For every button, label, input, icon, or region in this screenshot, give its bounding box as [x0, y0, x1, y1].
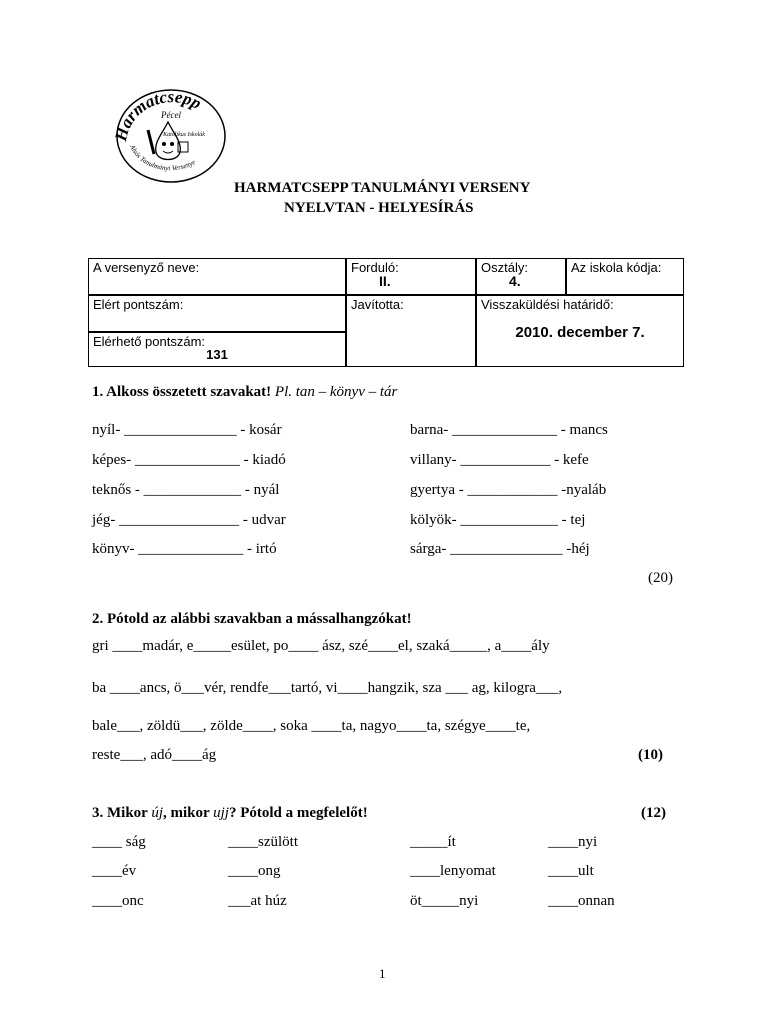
task3-title-part-3: ? Pótold a megfelelőt!: [228, 805, 368, 821]
task1-left-4[interactable]: jég- ________________ - udvar: [92, 512, 286, 528]
task3-title-part-2: , mikor: [162, 805, 214, 821]
deadline-value: 2010. december 7.: [515, 324, 645, 341]
school-code-label: Az iskola kódja:: [571, 260, 662, 275]
task1-right-5[interactable]: sárga- _______________ -héj: [410, 541, 590, 557]
task1-left-5[interactable]: könyv- ______________ - irtó: [92, 541, 277, 557]
task3-item[interactable]: ____onc: [92, 893, 144, 909]
task3-item[interactable]: _____ít: [410, 834, 456, 850]
corrector-label: Javította:: [351, 297, 404, 312]
score-label: Elért pontszám:: [93, 297, 184, 312]
page-title: HARMATCSEPP TANULMÁNYI VERSENY: [234, 180, 531, 196]
task3-title-part-1: 3. Mikor: [92, 805, 152, 821]
max-score-label: Elérhető pontszám:: [93, 334, 206, 349]
task1-title: 1. Alkoss összetett szavakat!: [92, 384, 272, 400]
task1-points: (20): [648, 570, 673, 586]
school-code-cell[interactable]: [566, 258, 684, 295]
task1-right-1[interactable]: barna- ______________ - mancs: [410, 422, 608, 438]
task2-line-3[interactable]: bale___, zöldü___, zölde____, soka ____ta, nagyo____ta, szégye____te,: [92, 718, 531, 734]
task1-right-3[interactable]: gyertya - ____________ -nyaláb: [410, 482, 607, 498]
task3-title-uj: új: [151, 805, 163, 821]
task1-heading: [92, 384, 397, 401]
deadline-cell: [476, 295, 684, 367]
max-score-value: 131: [206, 347, 228, 362]
task3-item[interactable]: ___at húz: [228, 893, 287, 909]
class-value: 4.: [509, 273, 521, 289]
logo-subtitle-1: Katolikus Iskolák: [163, 132, 205, 138]
page-number: 1: [379, 966, 386, 981]
task2-title: 2. Pótold az alábbi szavakban a mássalhangzókat!: [92, 611, 412, 627]
class-cell: [476, 258, 566, 295]
score-cell[interactable]: [88, 295, 346, 332]
task3-item[interactable]: ____nyi: [548, 834, 598, 850]
task1-left-1[interactable]: nyíl- _______________ - kosár: [92, 422, 282, 438]
competition-logo: [112, 84, 230, 184]
svg-text:Alsós Tanulmányi Versenye: [128, 143, 197, 173]
task1-left-2[interactable]: képes- ______________ - kiadó: [92, 452, 286, 468]
task3-points: (12): [641, 805, 666, 821]
task1-example: Pl. tan – könyv – tár: [274, 384, 398, 400]
task2-line-4[interactable]: reste___, adó____ág: [92, 747, 217, 763]
logo-town: Pécel: [161, 110, 181, 120]
task3-title: [92, 805, 368, 822]
task2-points: (10): [638, 747, 663, 763]
name-cell[interactable]: [88, 258, 346, 295]
name-label: A versenyző neve:: [93, 260, 200, 275]
task3-item[interactable]: ____ ság: [92, 834, 146, 850]
task3-item[interactable]: ____ong: [228, 863, 281, 879]
round-label: Forduló:: [351, 260, 399, 275]
task2-line-1[interactable]: gri ____madár, e_____esület, po____ ász, szé____el, szaká_____, a____ály: [92, 638, 550, 654]
corrector-cell[interactable]: [346, 295, 476, 367]
task1-left-3[interactable]: teknős - _____________ - nyál: [92, 482, 280, 498]
max-score-cell: [88, 332, 346, 367]
task1-right-2[interactable]: villany- ____________ - kefe: [410, 452, 589, 468]
task3-item[interactable]: öt_____nyi: [410, 893, 479, 909]
logo-name: Harmatcsepp: [112, 87, 205, 143]
task3-item[interactable]: ____ult: [548, 863, 594, 879]
page-subtitle: NYELVTAN - HELYESÍRÁS: [284, 200, 474, 216]
class-label: Osztály:: [481, 260, 528, 275]
task3-item[interactable]: ____szülött: [228, 834, 298, 850]
task3-item[interactable]: ____lenyomat: [410, 863, 496, 879]
logo-subtitle-2: Alsós Tanulmányi Versenye: [128, 143, 197, 173]
task2-line-2[interactable]: ba ____ancs, ö___vér, rendfe___tartó, vi____hangzik, sza ___ ag, kilogra___,: [92, 680, 563, 696]
round-cell: [346, 258, 476, 295]
task3-title-ujj: ujj: [213, 805, 229, 821]
task3-item[interactable]: ____év: [92, 863, 137, 879]
deadline-label: Visszaküldési határidő:: [481, 297, 614, 312]
round-value: II.: [379, 273, 391, 289]
task3-item[interactable]: ____onnan: [548, 893, 615, 909]
task1-right-4[interactable]: kölyök- _____________ - tej: [410, 512, 586, 528]
